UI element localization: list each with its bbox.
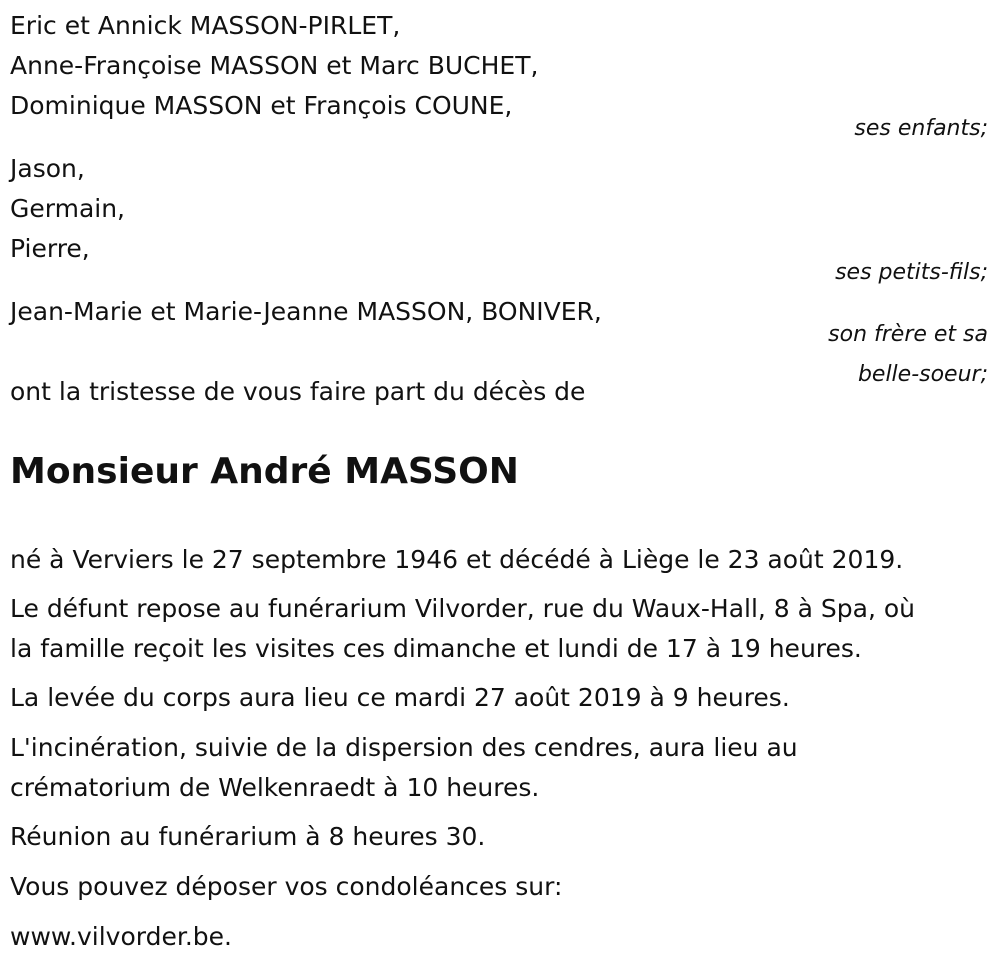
siblings-role-line-2: belle-soeur; bbox=[857, 362, 988, 387]
siblings-role-line-1: son frère et sa bbox=[828, 322, 988, 347]
lift-text: La levée du corps aura lieu ce mardi 27 août 2019 à 9 heures. bbox=[10, 683, 790, 712]
meeting-text: Réunion au funérarium à 8 heures 30. bbox=[10, 822, 486, 851]
announcement-text: ont la tristesse de vous faire part du décès de bbox=[10, 377, 586, 406]
rest-text-line-1: Le défunt repose au funérarium Vilvorder, rue du Waux-Hall, 8 à Spa, où bbox=[10, 594, 916, 623]
child-line-1: Eric et Annick MASSON-PIRLET, bbox=[10, 11, 401, 40]
website-link[interactable]: www.vilvorder.be. bbox=[10, 922, 232, 951]
condolences-text: Vous pouvez déposer vos condoléances sur: bbox=[10, 872, 563, 901]
deceased-name: Monsieur André MASSON bbox=[10, 451, 519, 492]
child-line-2: Anne-Françoise MASSON et Marc BUCHET, bbox=[10, 51, 539, 80]
grandchild-line-2: Germain, bbox=[10, 194, 126, 223]
child-line-3: Dominique MASSON et François COUNE, bbox=[10, 91, 513, 120]
siblings-line: Jean-Marie et Marie-Jeanne MASSON, BONIVER, bbox=[10, 297, 602, 326]
grandchild-line-1: Jason, bbox=[10, 154, 85, 183]
cremation-text-line-1: L'incinération, suivie de la dispersion des cendres, aura lieu au bbox=[10, 733, 798, 762]
children-role: ses enfants; bbox=[854, 116, 988, 141]
cremation-text-line-2: crématorium de Welkenraedt à 10 heures. bbox=[10, 773, 540, 802]
grandchild-line-3: Pierre, bbox=[10, 234, 90, 263]
birth-death-text: né à Verviers le 27 septembre 1946 et décédé à Liège le 23 août 2019. bbox=[10, 545, 904, 574]
rest-text-line-2: la famille reçoit les visites ces dimanche et lundi de 17 à 19 heures. bbox=[10, 634, 862, 663]
grandchildren-role: ses petits-fils; bbox=[835, 260, 988, 285]
